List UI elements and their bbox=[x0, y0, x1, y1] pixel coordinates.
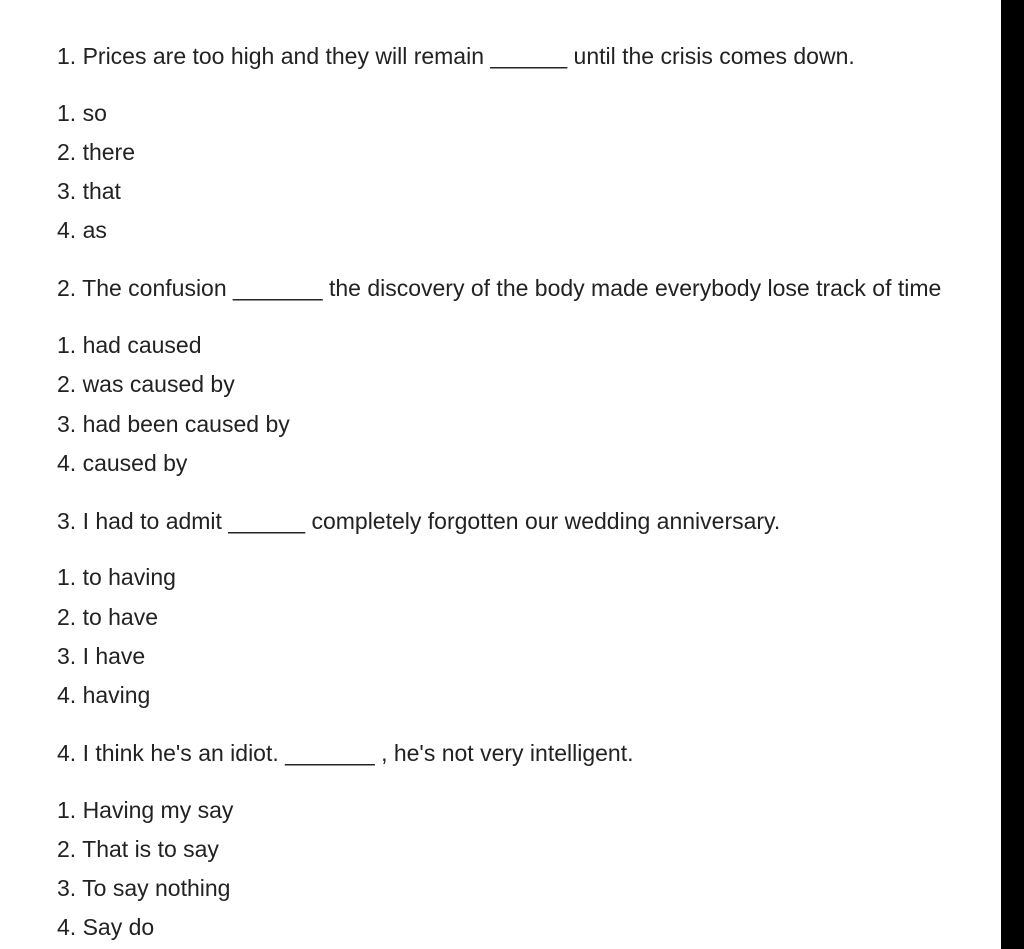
question-4-option-3: 3. To say nothing bbox=[57, 875, 231, 901]
question-2-stem: 2. The confusion _______ the discovery of the body made everybody lose track of time bbox=[57, 275, 942, 301]
question-2-option-4: 4. caused by bbox=[57, 450, 188, 476]
question-2-option-1: 1. had caused bbox=[57, 332, 202, 358]
quiz-content bbox=[57, 0, 1001, 949]
question-2-option-3: 3. had been caused by bbox=[57, 411, 290, 437]
question-3-option-1: 1. to having bbox=[57, 564, 176, 590]
question-4-stem: 4. I think he's an idiot. _______ , he's not very intelligent. bbox=[57, 740, 634, 766]
question-1-option-1: 1. so bbox=[57, 100, 107, 126]
question-1-stem: 1. Prices are too high and they will remain ______ until the crisis comes down. bbox=[57, 43, 855, 69]
question-4-option-2: 2. That is to say bbox=[57, 836, 219, 862]
question-1-option-4: 4. as bbox=[57, 217, 107, 243]
question-3-option-2: 2. to have bbox=[57, 604, 159, 630]
right-edge-bar bbox=[1001, 0, 1024, 949]
question-2-option-2: 2. was caused by bbox=[57, 371, 235, 397]
question-4-option-1: 1. Having my say bbox=[57, 797, 234, 823]
question-3-option-3: 3. I have bbox=[57, 643, 146, 669]
question-1-option-3: 3. that bbox=[57, 178, 121, 204]
question-1-option-2: 2. there bbox=[57, 139, 135, 165]
question-4-option-4: 4. Say do bbox=[57, 914, 155, 940]
question-3-stem: 3. I had to admit ______ completely forgotten our wedding anniversary. bbox=[57, 508, 781, 534]
question-3-option-4: 4. having bbox=[57, 682, 151, 708]
